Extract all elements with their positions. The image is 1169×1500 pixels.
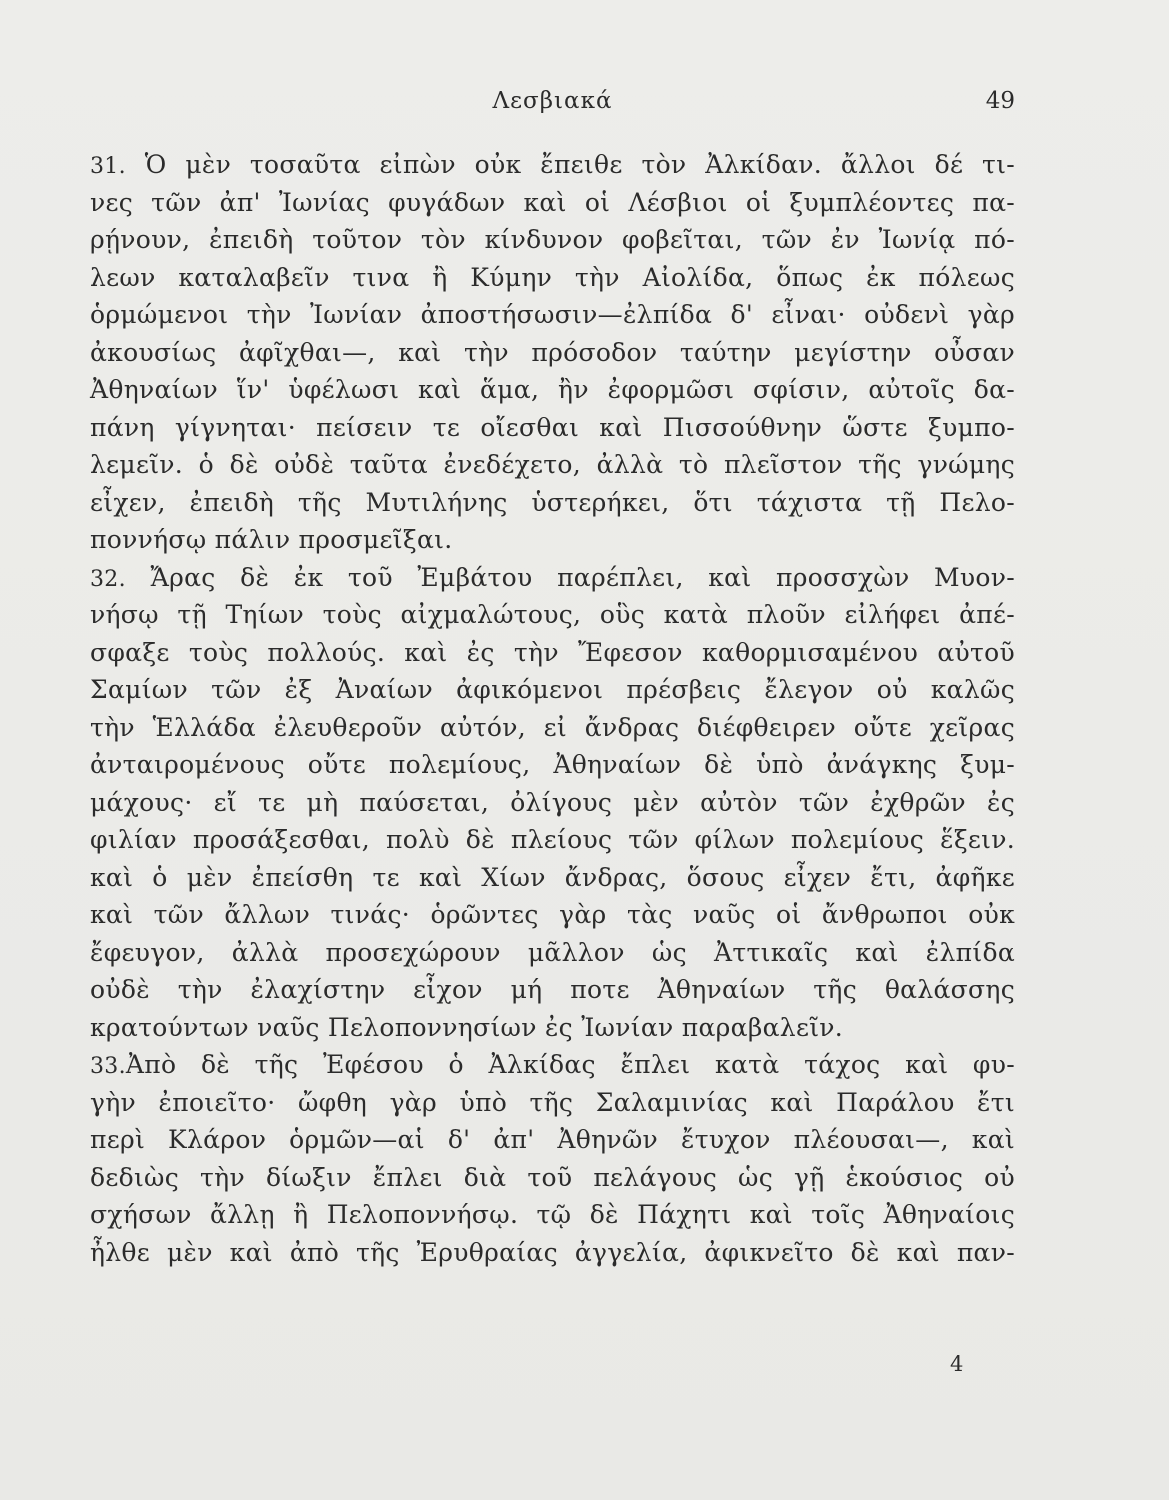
signature-mark: 4: [950, 1352, 964, 1376]
text-line: καὶ τῶν ἄλλων τινάς· ὁρῶντες γὰρ τὰς ναῦς οἱ ἄνθρωποι οὐκ: [90, 900, 1015, 929]
text-line: νήσῳ τῇ Τηίων τοὺς αἰχμαλώτους, οὓς κατὰ πλοῦν εἰλήφει ἀπέ-: [90, 600, 1015, 629]
text-line: τὴν Ἑλλάδα ἐλευθεροῦν αὐτόν, εἰ ἄνδρας διέφθειρεν οὔτε χεῖρας: [90, 712, 1015, 742]
text-line: ὁρμώμενοι τὴν Ἰωνίαν ἀποστήσωσιν—ἐλπίδα δ' εἶναι· οὐδενὶ γὰρ: [90, 300, 1015, 329]
text-line: 32. Ἄρας δὲ ἐκ τοῦ Ἐμβάτου παρέπλει, καὶ προσσχὼν Μυον-: [90, 562, 1015, 592]
text-line: οὐδὲ τὴν ἐλαχίστην εἶχον μή ποτε Ἀθηναίων τῆς θαλάσσης: [90, 975, 1015, 1004]
text-line: περὶ Κλάρον ὁρμῶν—αἱ δ' ἀπ' Ἀθηνῶν ἔτυχον πλέουσαι—, καὶ: [90, 1125, 1015, 1154]
text-line: Ἀθηναίων ἵν' ὑφέλωσι καὶ ἅμα, ἢν ἐφορμῶσι σφίσιν, αὐτοῖς δα-: [90, 375, 1015, 404]
text-line: πάνη γίγνηται· πείσειν τε οἴεσθαι καὶ Πισσούθνην ὥστε ξυμπο-: [90, 412, 1015, 442]
text-line: νες τῶν ἀπ' Ἰωνίας φυγάδων καὶ οἱ Λέσβιοι οἱ ξυμπλέοντες πα-: [90, 187, 1015, 217]
text-line: σχήσων ἄλλῃ ἢ Πελοποννήσῳ. τῷ δὲ Πάχητι καὶ τοῖς Ἀθηναίοις: [90, 1200, 1015, 1229]
text-line: 31. Ὁ μὲν τοσαῦτα εἰπὼν οὐκ ἔπειθε τὸν Ἀλκίδαν. ἄλλοι δέ τι-: [90, 150, 1016, 179]
page-number: 49: [985, 88, 1015, 114]
text-line: Σαμίων τῶν ἐξ Ἀναίων ἀφικόμενοι πρέσβεις ἔλεγον οὐ καλῶς: [90, 675, 1015, 704]
section-number: 33.: [90, 1054, 126, 1079]
text-line: φιλίαν προσάξεσθαι, πολὺ δὲ πλείους τῶν φίλων πολεμίους ἕξειν.: [90, 825, 1015, 854]
text-line: κρατούντων ναῦς Πελοποννησίων ἐς Ἰωνίαν παραβαλεῖν.: [90, 1012, 844, 1042]
text-line: λεων καταλαβεῖν τινα ἢ Κύμην τὴν Αἰολίδα, ὅπως ἐκ πόλεως: [90, 262, 1015, 292]
text-line: δεδιὼς τὴν δίωξιν ἔπλει διὰ τοῦ πελάγους ὡς γῇ ἑκούσιος οὐ: [90, 1162, 1015, 1192]
running-title: Λεσβιακά: [492, 88, 613, 114]
text-line: καὶ ὁ μὲν ἐπείσθη τε καὶ Χίων ἄνδρας, ὅσους εἶχεν ἔτι, ἀφῆκε: [90, 862, 1015, 892]
text-line: μάχους· εἴ τε μὴ παύσεται, ὀλίγους μὲν αὐτὸν τῶν ἐχθρῶν ἐς: [90, 787, 1015, 817]
section-number: 32.: [90, 566, 126, 592]
text-line: λεμεῖν. ὁ δὲ οὐδὲ ταῦτα ἐνεδέχετο, ἀλλὰ τὸ πλεῖστον τῆς γνώμης: [90, 450, 1015, 479]
section-number: 31.: [90, 154, 126, 179]
text-line: ἔφευγον, ἀλλὰ προσεχώρουν μᾶλλον ὡς Ἀττικαῖς καὶ ἐλπίδα: [90, 937, 1015, 967]
text-line: εἶχεν, ἐπειδὴ τῆς Μυτιλήνης ὑστερήκει, ὅτι τάχιστα τῇ Πελο-: [90, 487, 1015, 517]
text-line: ἦλθε μὲν καὶ ἀπὸ τῆς Ἐρυθραίας ἀγγελία, ἀφικνεῖτο δὲ καὶ παν-: [90, 1237, 1015, 1267]
text-line: ἀνταιρομένους οὔτε πολεμίους, Ἀθηναίων δὲ ὑπὸ ἀνάγκης ξυμ-: [90, 750, 1015, 779]
text-line: ἀκουσίως ἀφῖχθαι—, καὶ τὴν πρόσοδον ταύτην μεγίστην οὖσαν: [90, 337, 1015, 367]
body-text: [90, 146, 1015, 1271]
page-header: [90, 88, 1015, 120]
text-line: ποννήσῳ πάλιν προσμεῖξαι.: [90, 525, 453, 554]
text-line: 33.Ἀπὸ δὲ τῆς Ἐφέσου ὁ Ἀλκίδας ἔπλει κατὰ τάχος καὶ φυ-: [90, 1050, 1015, 1079]
text-line: γὴν ἐποιεῖτο· ὤφθη γὰρ ὑπὸ τῆς Σαλαμινίας καὶ Παράλου ἔτι: [90, 1087, 1015, 1117]
text-line: σφαξε τοὺς πολλούς. καὶ ἐς τὴν Ἔφεσον καθορμισαμένου αὐτοῦ: [90, 637, 1015, 667]
text-line: ρῄνουν, ἐπειδὴ τοῦτον τὸν κίνδυνον φοβεῖται, τῶν ἐν Ἰωνίᾳ πό-: [90, 225, 1015, 254]
